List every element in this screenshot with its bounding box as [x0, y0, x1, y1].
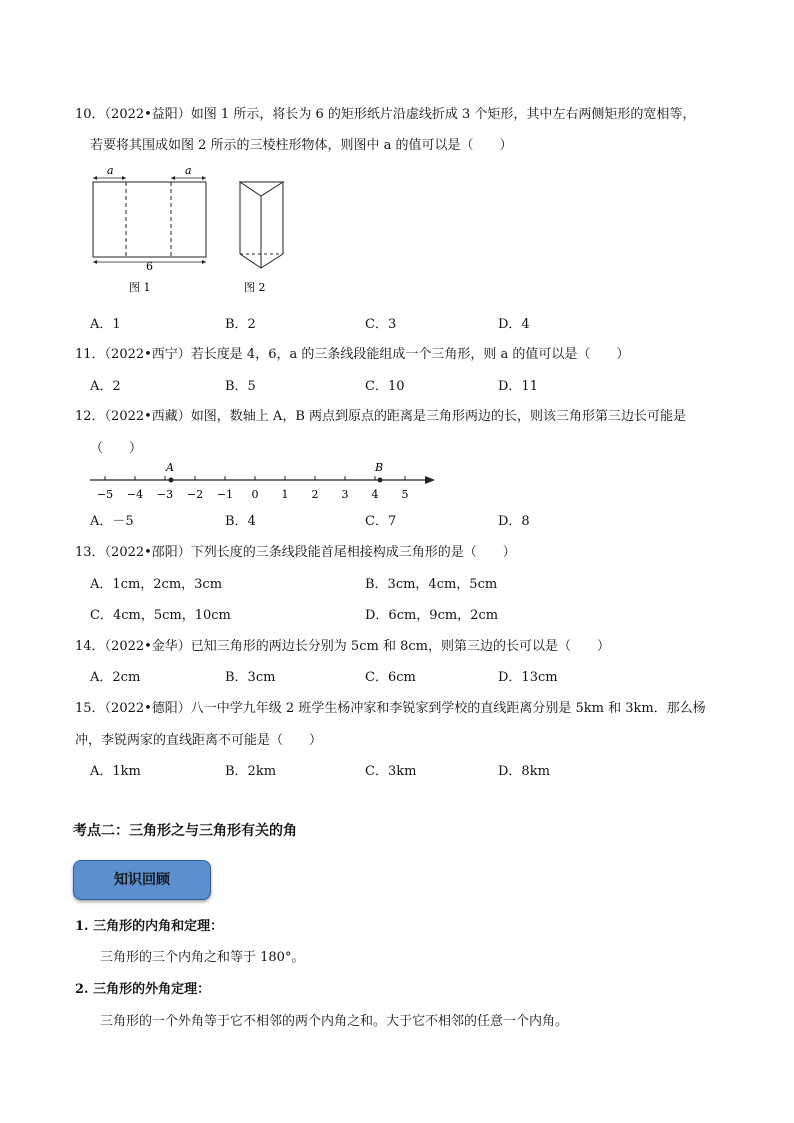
q14-option-d: D．13cm	[498, 670, 558, 685]
q11-option-b: B．5	[225, 379, 256, 394]
item2-title: 2. 三角形的外角定理：	[75, 982, 211, 997]
fig2-caption: 图 2	[244, 281, 266, 294]
q12-line1: 12．（2022•西藏）如图，数轴上 A，B 两点到原点的距离是三角形两边的长，则该三角形第三边长可能是	[75, 409, 687, 424]
tick-label: 1	[281, 488, 289, 501]
tick-label: 4	[371, 488, 379, 501]
q13-option-b: B．3cm，4cm，5cm	[365, 577, 498, 592]
q12-number-line	[85, 456, 445, 506]
q15-line2: 冲，李锐两家的直线距离不可能是（ ）	[75, 733, 323, 748]
point-a-label: A	[166, 461, 174, 474]
tick-label: 5	[401, 488, 409, 501]
q10-figure	[85, 160, 285, 300]
q14-option-a: A．2cm	[90, 670, 141, 685]
fig1-a-right: a	[185, 164, 192, 177]
section-title: 考点二：三角形之与三角形有关的角	[73, 823, 297, 839]
q11-option-d: D．11	[498, 379, 538, 394]
knowledge-review-badge	[73, 860, 211, 900]
q12-line2: （ ）	[90, 441, 143, 456]
q10-option-a: A．1	[90, 317, 121, 332]
q15-line1: 15．（2022•德阳）八一中学九年级 2 班学生杨冲家和李锐家到学校的直线距离分别是 5km 和 3km．那么杨	[75, 701, 706, 716]
q12-option-a: A．－5	[90, 514, 134, 529]
fig1-a-left: a	[107, 164, 114, 177]
q13-option-d: D．6cm，9cm，2cm	[365, 608, 499, 623]
q10-option-b: B．2	[225, 317, 256, 332]
tick-label: −4	[126, 488, 144, 501]
tick-label: −5	[96, 488, 114, 501]
tick-label: 2	[311, 488, 319, 501]
q15-option-c: C．3km	[365, 764, 417, 779]
q12-option-d: D．8	[498, 514, 530, 529]
tick-label: 3	[341, 488, 349, 501]
q11-line1: 11．（2022•西宁）若长度是 4，6，a 的三条线段能组成一个三角形，则 a 的值可以是（ ）	[75, 347, 630, 362]
point-a	[169, 478, 174, 483]
item2-body: 三角形的一个外角等于它不相邻的两个内角之和。大于它不相邻的任意一个内角。	[100, 1014, 569, 1029]
q10-option-d: D．4	[498, 317, 530, 332]
q13-option-a: A．1cm，2cm，3cm	[90, 577, 223, 592]
q11-option-a: A．2	[90, 379, 121, 394]
q14-line1: 14．（2022•金华）已知三角形的两边长分别为 5cm 和 8cm，则第三边的长可以是（ ）	[75, 639, 610, 654]
q13-line1: 13．（2022•邵阳）下列长度的三条线段能首尾相接构成三角形的是（ ）	[75, 545, 516, 560]
tick-label: −3	[156, 488, 174, 501]
q14-option-b: B．3cm	[225, 670, 276, 685]
tick-label: −1	[216, 488, 234, 501]
tick-label: 0	[251, 488, 259, 501]
point-b	[378, 478, 383, 483]
q11-option-c: C．10	[365, 379, 405, 394]
item1-title: 1. 三角形的内角和定理：	[75, 919, 224, 934]
q15-option-d: D．8km	[498, 764, 550, 779]
q10-option-c: C．3	[365, 317, 397, 332]
q15-option-a: A．1km	[90, 764, 141, 779]
q12-option-c: C．7	[365, 514, 397, 529]
badge-label: 知识回顾	[114, 872, 170, 888]
fig1-length: 6	[146, 260, 153, 273]
fig2-top	[240, 182, 283, 196]
q13-option-c: C．4cm，5cm，10cm	[90, 608, 231, 623]
point-b-label: B	[375, 461, 384, 474]
item1-body: 三角形的三个内角之和等于 180°。	[100, 950, 305, 965]
q10-line1: 10．（2022•益阳）如图 1 所示，将长为 6 的矩形纸片沿虚线折成 3 个矩形，其中左右两侧矩形的宽相等，	[75, 107, 696, 122]
q10-line2: 若要将其围成如图 2 所示的三棱柱形物体，则图中 a 的值可以是（ ）	[90, 138, 513, 153]
fig1-caption: 图 1	[129, 281, 151, 294]
tick-label: −2	[186, 488, 204, 501]
q14-option-c: C．6cm	[365, 670, 416, 685]
q12-option-b: B．4	[225, 514, 256, 529]
q15-option-b: B．2km	[225, 764, 277, 779]
fig1-rect	[93, 182, 206, 257]
